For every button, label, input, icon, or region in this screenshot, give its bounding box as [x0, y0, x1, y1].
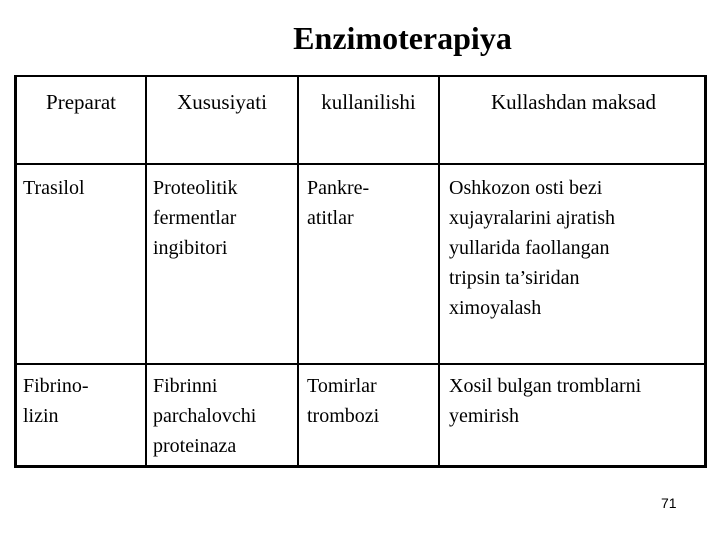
table-cell-kullashdan-maksad: Xosil bulgan tromblarni yemirish	[449, 375, 642, 427]
header-xususiyati: Xususiyati	[177, 90, 267, 114]
column-divider	[438, 77, 440, 465]
table-cell-xususiyati: Proteolitik fermentlar ingibitori	[153, 177, 238, 259]
table-cell-kullanilishi: Pankre- atitlar	[307, 177, 370, 229]
page-number: 71	[661, 495, 677, 511]
column-divider	[145, 77, 147, 465]
header-kullashdan-maksad: Kullashdan maksad	[490, 90, 657, 114]
slide-title: Enzimoterapiya	[293, 20, 512, 56]
table-cell-preparat: Trasilol	[23, 177, 85, 199]
enzyme-table	[14, 75, 707, 468]
row-divider	[17, 363, 704, 365]
header-kullanilishi: kullanilishi	[321, 90, 416, 114]
table-cell-kullashdan-maksad: Oshkozon osti bezi xujayralarini ajratish yullarida faollangan tripsin ta’siridan ximoyalash	[449, 177, 616, 319]
table-cell-kullanilishi: Tomirlar trombozi	[307, 375, 380, 427]
table-cell-xususiyati: Fibrinni parchalovchi proteinaza	[153, 375, 257, 457]
table-cell-preparat: Fibrino- lizin	[23, 375, 89, 427]
header-preparat: Preparat	[46, 90, 116, 114]
header-row-divider	[17, 163, 704, 165]
column-divider	[297, 77, 299, 465]
